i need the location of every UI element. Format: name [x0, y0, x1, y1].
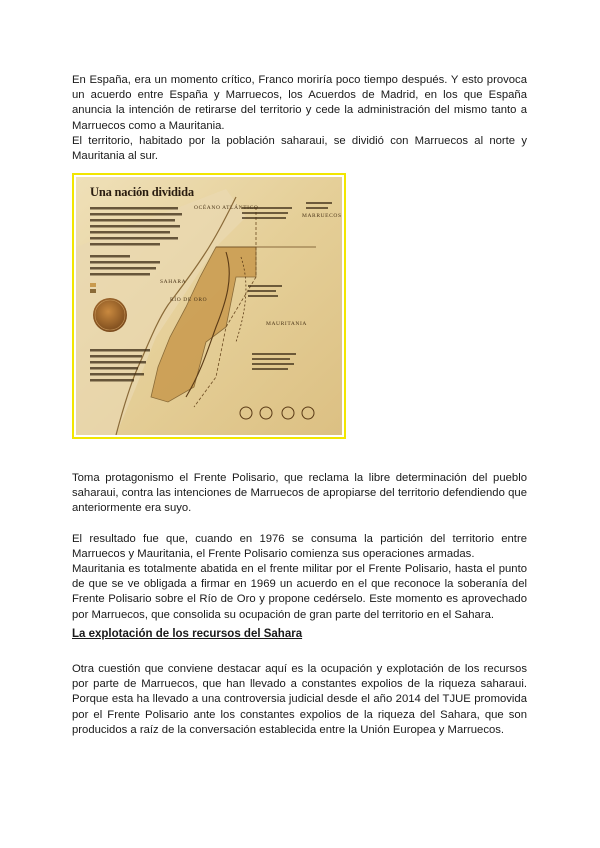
paragraph-territory-division: El territorio, habitado por la población saharaui, se dividió con Marruecos al norte y Mauritania al sur.: [72, 135, 527, 163]
map-title: Una nación dividida: [90, 185, 194, 199]
paragraph-resource-exploitation: Otra cuestión que conviene destacar aquí es la ocupación y explotación de los recursos por parte de Marruecos, que han llevado a constantes expolios de la riqueza saharaui. Porque esta ha llevado a una controversia judicial desde el año 2014 del TJUE promovida por el Frente Polisario ante los constantes expolios de la riqueza del Sahara, que son producidos a raíz de la conversación establecida entre la Unión Europea y Marruecos.: [72, 663, 527, 736]
paragraph-1976-partition: El resultado fue que, cuando en 1976 se consuma la partición del territorio entre Marruecos y Mauritania, el Frente Polisario comienza sus operaciones armadas.: [72, 533, 527, 561]
map-label-mauritania: MAURITANIA: [266, 321, 308, 327]
paragraph-madrid-accords: En España, era un momento crítico, Franco moriría poco tiempo después. Y esto provoca un acuerdo entre España y Marruecos, los Acuerdos de Madrid, en los que España anuncia la intención de retirarse del territorio y cede la administración del mismo tanto a Marruecos como a Mauritania.: [72, 74, 527, 132]
map-label-rio-de-oro: RÍO DE ORO: [170, 297, 208, 303]
paragraph-mauritania-defeat: Mauritania es totalmente abatida en el frente militar por el Frente Polisario, hasta el punto de que se ve obligada a firmar en 1969 un acuerdo en el que reconoce la soberanía del Frente Polisario sobre el Río de Oro y propone cedérselo. Este momento es aprovechado por Marruecos, que consolida su ocupación de gran parte del territorio en el Sahara.: [72, 563, 527, 621]
map-label-sahara: SAHARA: [160, 279, 187, 285]
section-heading: La explotación de los recursos del Sahara: [72, 628, 303, 640]
paragraph-frente-polisario: Toma protagonismo el Frente Polisario, que reclama la libre determinación del pueblo saharaui, contra las intenciones de Marruecos de apropiarse del territorio defendiendo que anteriormente era suyo.: [72, 472, 527, 515]
map-label-morocco: MARRUECOS: [302, 213, 342, 219]
map-label-ocean: OCÉANO ATLÁNTICO: [194, 205, 259, 211]
map-figure: [72, 173, 346, 439]
